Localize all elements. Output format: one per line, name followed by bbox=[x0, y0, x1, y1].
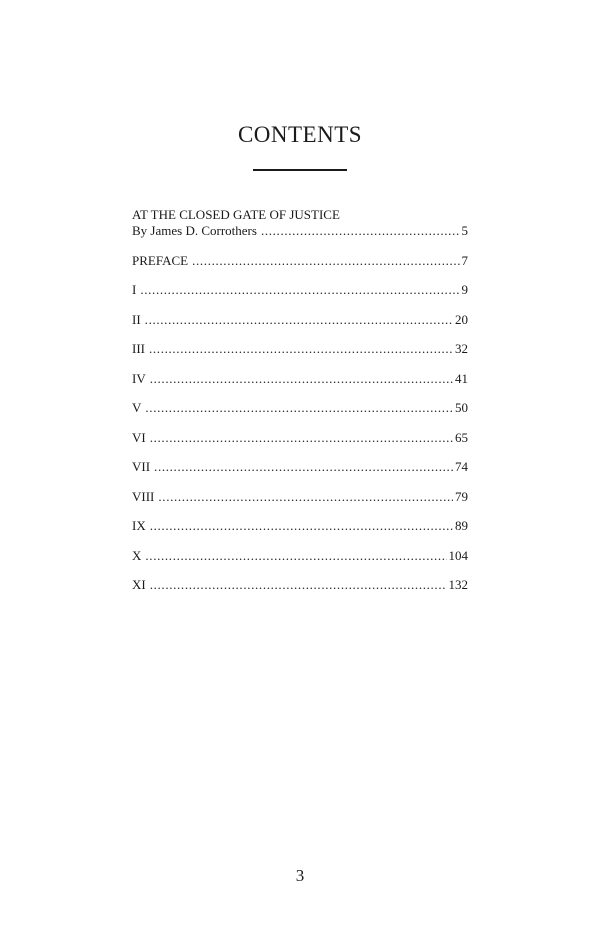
toc-entry-page: 5 bbox=[461, 223, 468, 238]
toc-entry-row bbox=[132, 548, 468, 564]
toc-entry-row bbox=[132, 253, 468, 269]
dot-leader bbox=[154, 459, 453, 475]
toc-entry-page: 65 bbox=[455, 429, 468, 445]
toc-entry-label: PREFACE bbox=[132, 252, 189, 268]
toc-entry-label: XI bbox=[132, 577, 146, 592]
toc-entry-row bbox=[132, 282, 468, 298]
dot-leader bbox=[140, 282, 459, 298]
toc-entry-label: By James D. Corrothers bbox=[132, 223, 257, 238]
toc-entry-label: VII bbox=[132, 459, 151, 474]
title-rule-divider bbox=[253, 169, 347, 171]
toc-entry-page: 32 bbox=[455, 341, 468, 356]
toc-entry-row bbox=[132, 577, 468, 593]
toc-entry-page: 50 bbox=[455, 400, 468, 415]
toc-entry-label: IV bbox=[132, 370, 146, 386]
toc-entry-row bbox=[132, 223, 468, 239]
toc-entry-heading: AT THE CLOSED GATE OF JUSTICE bbox=[132, 207, 340, 222]
page-number: 3 bbox=[295, 866, 305, 885]
toc-entry-page: 89 bbox=[455, 518, 468, 533]
toc-entry-chapter-8[interactable] bbox=[132, 489, 468, 505]
toc-entry-page: 79 bbox=[455, 488, 468, 504]
toc-entry-label: II bbox=[132, 311, 141, 327]
toc-entry-row bbox=[132, 312, 468, 328]
toc-entry-closed-gate[interactable] bbox=[132, 207, 468, 239]
toc-entry-row bbox=[132, 459, 468, 475]
toc-entry-chapter-4[interactable] bbox=[132, 371, 468, 387]
page-title: CONTENTS bbox=[237, 122, 363, 147]
toc-entry-page: 7 bbox=[461, 252, 468, 268]
toc-entry-row bbox=[132, 430, 468, 446]
toc-entry-row bbox=[132, 518, 468, 534]
toc-entry-row bbox=[132, 341, 468, 357]
toc-entry-label: X bbox=[132, 547, 142, 563]
dot-leader bbox=[150, 518, 453, 534]
toc-entry-chapter-10[interactable] bbox=[132, 548, 468, 564]
toc-entry-label: VIII bbox=[132, 488, 155, 504]
toc-entry-chapter-3[interactable] bbox=[132, 341, 468, 357]
toc-entry-page: 132 bbox=[448, 577, 468, 592]
toc-entry-chapter-11[interactable] bbox=[132, 577, 468, 593]
dot-leader bbox=[150, 430, 453, 446]
dot-leader bbox=[150, 577, 447, 593]
toc-entry-chapter-7[interactable] bbox=[132, 459, 468, 475]
toc-entry-label: I bbox=[132, 282, 137, 297]
toc-entry-chapter-1[interactable] bbox=[132, 282, 468, 298]
toc-entry-chapter-9[interactable] bbox=[132, 518, 468, 534]
toc-entry-page: 104 bbox=[448, 547, 468, 563]
dot-leader bbox=[192, 253, 459, 269]
toc-entry-page: 41 bbox=[455, 370, 468, 386]
toc-entry-label: VI bbox=[132, 429, 146, 445]
dot-leader bbox=[158, 489, 453, 505]
dot-leader bbox=[150, 371, 453, 387]
dot-leader bbox=[145, 548, 446, 564]
toc-entry-label: III bbox=[132, 341, 145, 356]
toc-entry-page: 9 bbox=[461, 282, 468, 297]
table-of-contents bbox=[132, 207, 468, 607]
dot-leader bbox=[145, 312, 453, 328]
dot-leader bbox=[149, 341, 453, 357]
toc-entry-preface[interactable] bbox=[132, 253, 468, 269]
toc-entry-chapter-6[interactable] bbox=[132, 430, 468, 446]
toc-entry-row bbox=[132, 400, 468, 416]
toc-entry-page: 20 bbox=[455, 311, 468, 327]
toc-entry-chapter-2[interactable] bbox=[132, 312, 468, 328]
toc-entry-row bbox=[132, 371, 468, 387]
toc-entry-page: 74 bbox=[455, 459, 468, 474]
dot-leader bbox=[145, 400, 453, 416]
toc-entry-row bbox=[132, 489, 468, 505]
toc-entry-label: IX bbox=[132, 518, 146, 533]
dot-leader bbox=[261, 223, 460, 239]
toc-entry-label: V bbox=[132, 400, 142, 415]
toc-entry-chapter-5[interactable] bbox=[132, 400, 468, 416]
